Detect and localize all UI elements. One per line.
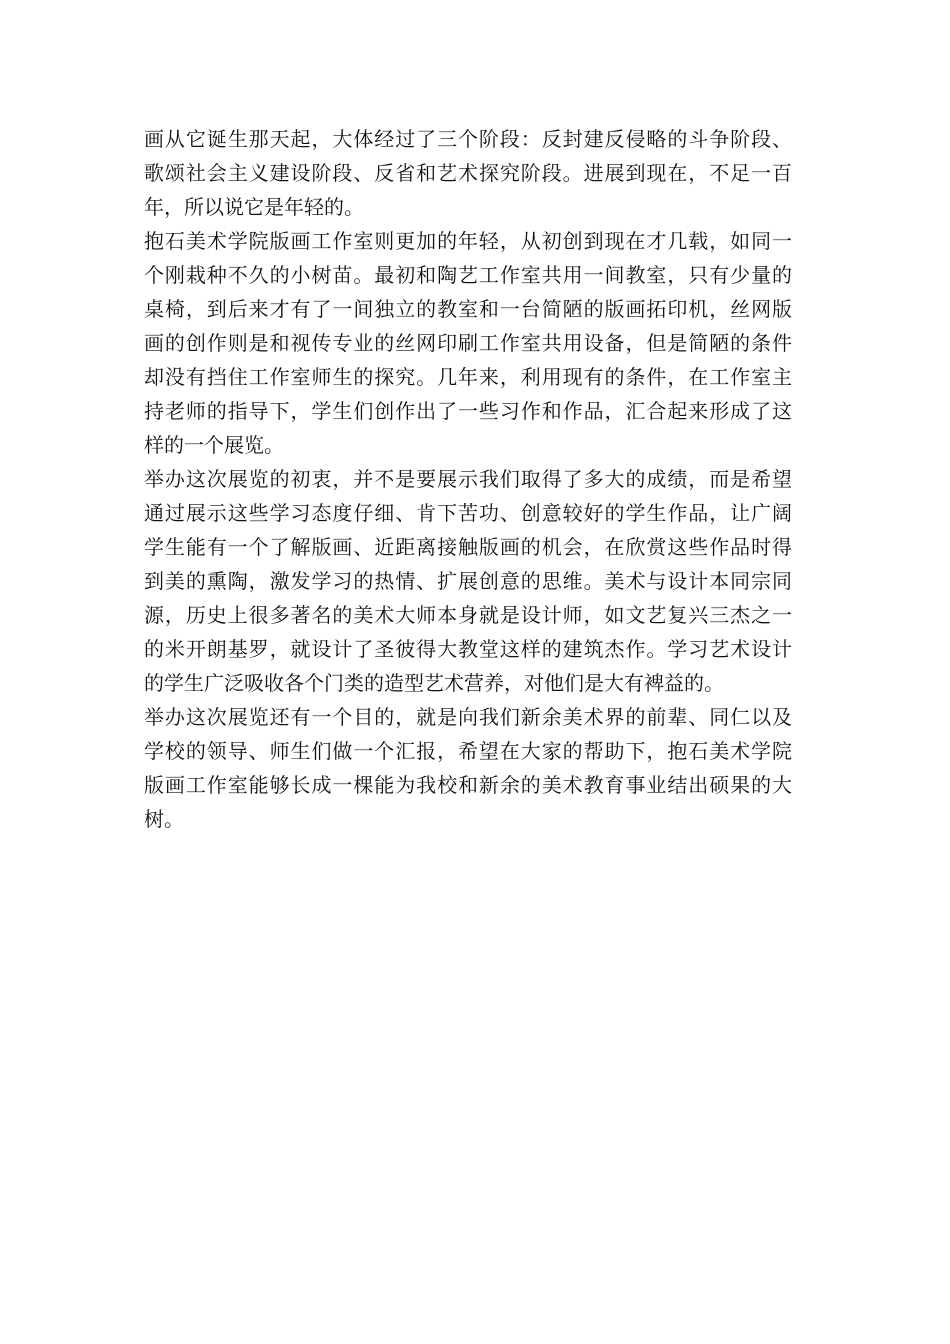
text-line: 画从它诞生那天起，大体经过了三个阶段：反封建反侵略的斗争阶段、 xyxy=(144,127,792,151)
text-line: 持老师的指导下，学生们创作出了一些习作和作品，汇合起来形成了这 xyxy=(144,399,792,423)
paragraph-2 xyxy=(144,224,792,462)
text-line: 年，所以说它是年轻的。 xyxy=(144,195,364,219)
text-line: 学校的领导、师生们做一个汇报，希望在大家的帮助下，抱石美术学院 xyxy=(144,739,792,763)
text-line: 源，历史上很多著名的美术大师本身就是设计师，如文艺复兴三杰之一 xyxy=(144,603,792,627)
text-line: 样的一个展览。 xyxy=(144,433,284,457)
text-line: 个刚栽种不久的小树苗。最初和陶艺工作室共用一间教室，只有少量的 xyxy=(144,263,792,287)
text-line: 举办这次展览还有一个目的，就是向我们新余美术界的前辈、同仁以及 xyxy=(144,705,792,729)
text-line: 抱石美术学院版画工作室则更加的年轻，从初创到现在才几载，如同一 xyxy=(144,229,792,253)
text-line: 举办这次展览的初衷，并不是要展示我们取得了多大的成绩，而是希望 xyxy=(144,467,792,491)
text-line: 版画工作室能够长成一棵能为我校和新余的美术教育事业结出硕果的大 xyxy=(144,773,792,797)
text-line: 画的创作则是和视传专业的丝网印刷工作室共用设备，但是简陋的条件 xyxy=(144,331,792,355)
text-line: 学生能有一个了解版画、近距离接触版画的机会，在欣赏这些作品时得 xyxy=(144,535,792,559)
text-line: 却没有挡住工作室师生的探究。几年来，利用现有的条件，在工作室主 xyxy=(144,365,792,389)
document-body xyxy=(144,122,792,836)
text-line: 的学生广泛吸收各个门类的造型艺术营养，对他们是大有裨益的。 xyxy=(144,671,724,695)
text-line: 通过展示这些学习态度仔细、肯下苦功、创意较好的学生作品，让广阔 xyxy=(144,501,792,525)
paragraph-3 xyxy=(144,462,792,700)
paragraph-1 xyxy=(144,122,792,224)
text-line: 到美的熏陶，激发学习的热情、扩展创意的思维。美术与设计本同宗同 xyxy=(144,569,792,593)
text-line: 树。 xyxy=(144,807,184,831)
text-line: 歌颂社会主义建设阶段、反省和艺术探究阶段。进展到现在，不足一百 xyxy=(144,161,792,185)
paragraph-4 xyxy=(144,700,792,836)
text-line: 桌椅，到后来才有了一间独立的教室和一台简陋的版画拓印机，丝网版 xyxy=(144,297,792,321)
text-line: 的米开朗基罗，就设计了圣彼得大教堂这样的建筑杰作。学习艺术设计 xyxy=(144,637,792,661)
